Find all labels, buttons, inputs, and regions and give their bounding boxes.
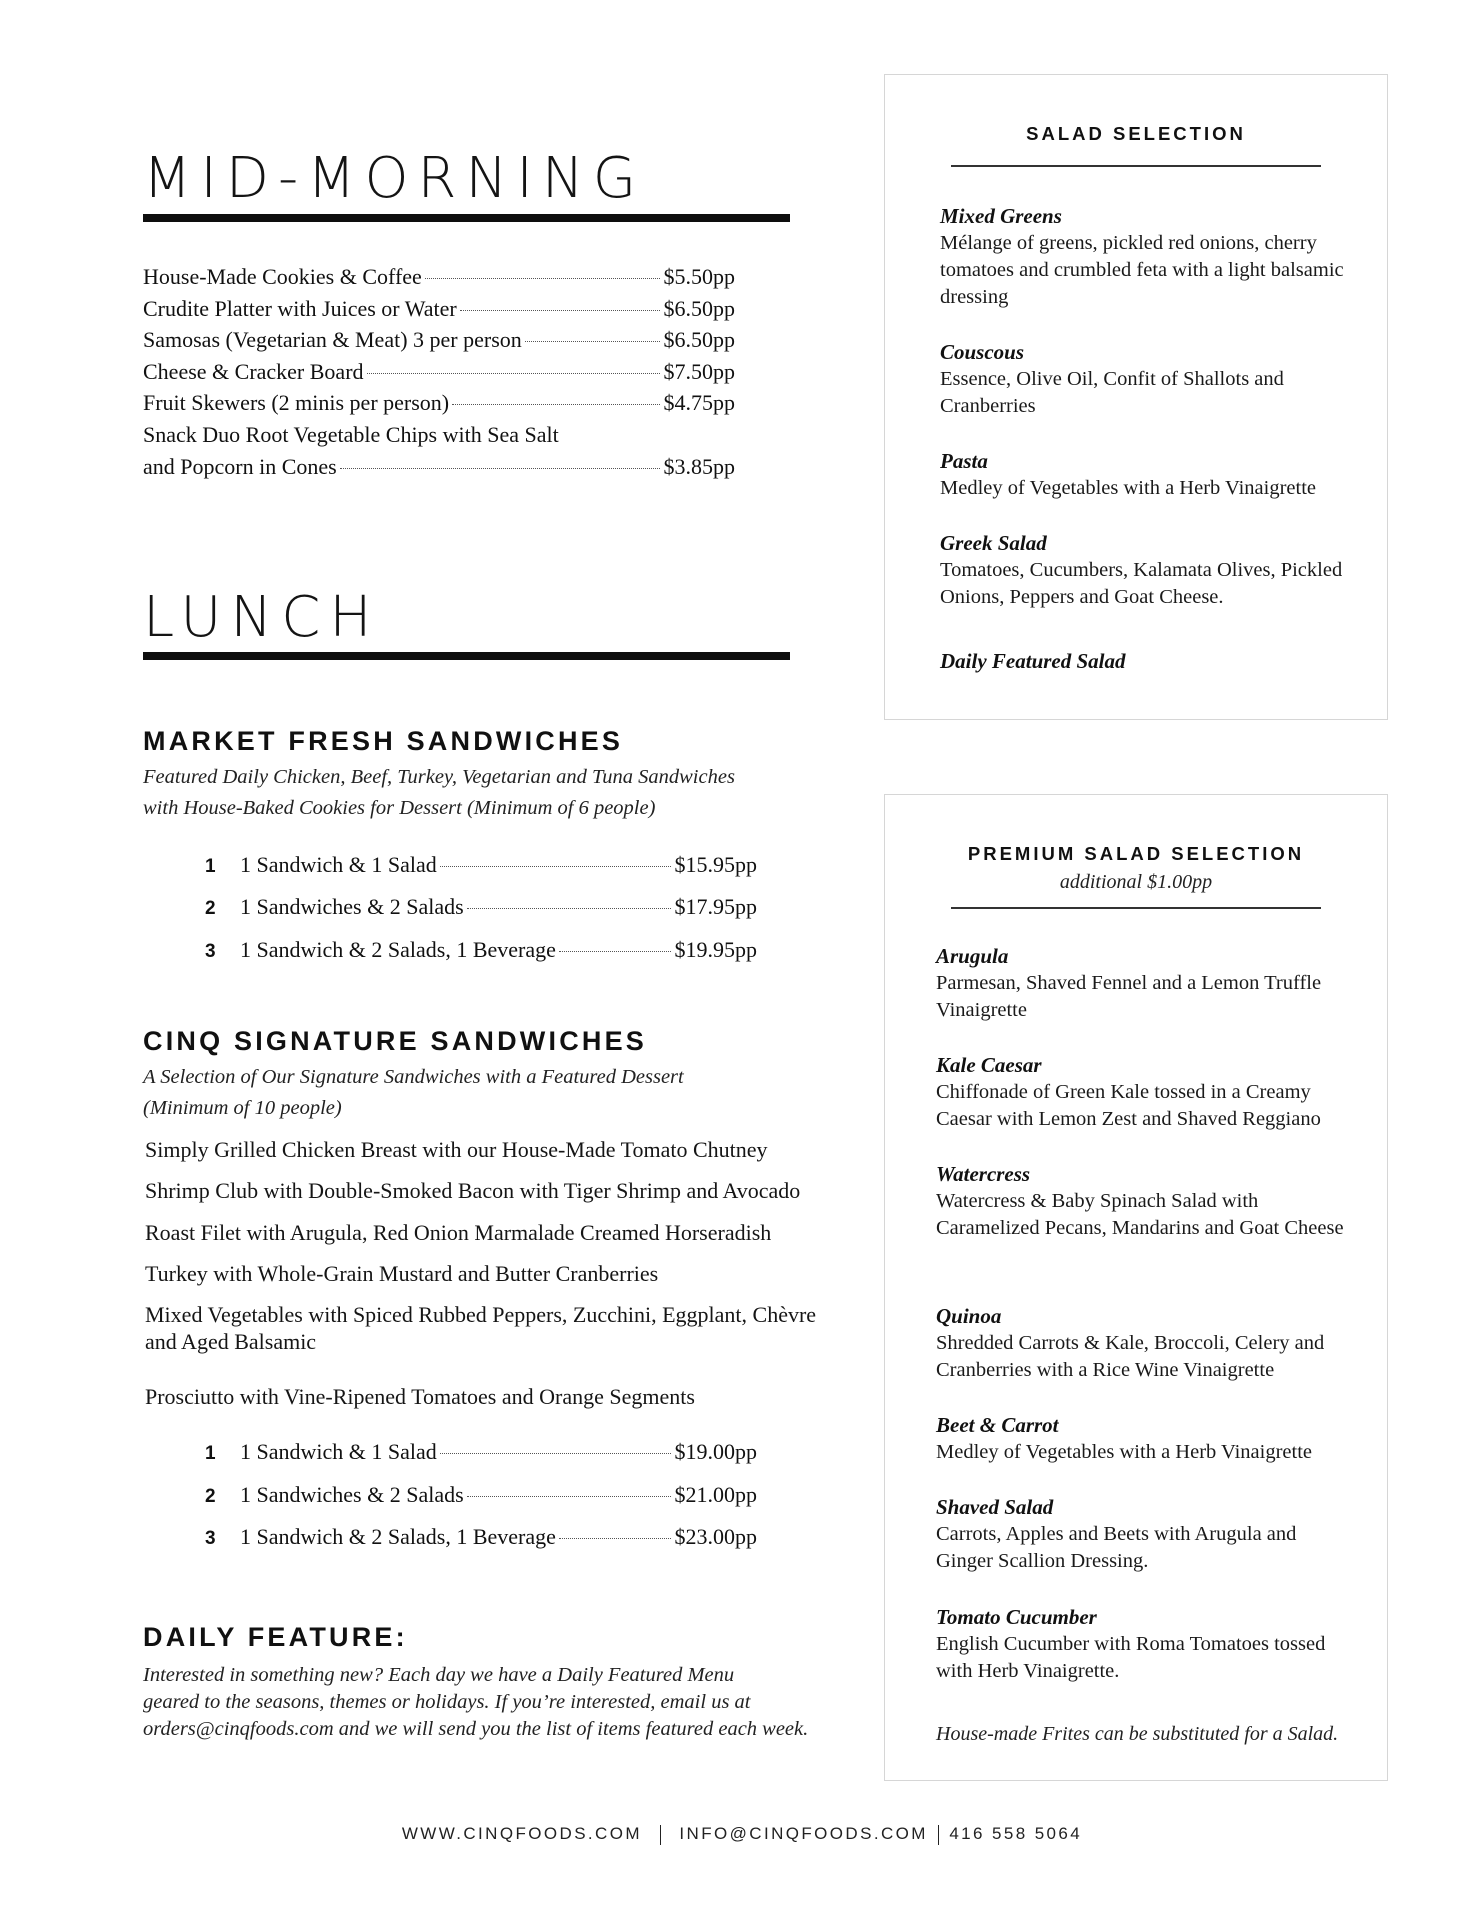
- salad-item: [940, 648, 1360, 675]
- salad-item: [936, 1412, 1356, 1466]
- dot-leader: [425, 278, 660, 279]
- menu-item: [143, 359, 735, 385]
- option-label: 1 Sandwich & 1 Salad: [240, 1439, 437, 1464]
- signature-desc-line: (Minimum of 10 people): [143, 1097, 342, 1119]
- lunch-rule: [143, 652, 790, 660]
- signature-item: Simply Grilled Chicken Breast with our House-Made Tomato Chutney: [145, 1137, 768, 1162]
- market-fresh-desc-line: with House-Baked Cookies for Dessert (Minimum of 6 people): [143, 797, 656, 819]
- option-number: 2: [205, 1486, 216, 1507]
- salad-name: Kale Caesar: [936, 1053, 1042, 1077]
- market-fresh-desc: [143, 762, 735, 824]
- premium-salad-subtitle: additional $1.00pp: [1059, 871, 1213, 893]
- salad-item: [940, 448, 1360, 502]
- dot-leader: [467, 908, 671, 909]
- salad-desc: Parmesan, Shaved Fennel and a Lemon Truffle Vinaigrette: [936, 972, 1322, 1021]
- mid-morning-title: MID-MORNING: [143, 146, 646, 211]
- salad-name: Daily Featured Salad: [940, 649, 1126, 673]
- menu-item-price: $6.50pp: [663, 296, 735, 321]
- footer: [0, 1824, 1484, 1845]
- menu-item: [143, 327, 735, 353]
- salad-item: [940, 339, 1360, 420]
- menu-item: [143, 296, 735, 322]
- menu-item-label: House-Made Cookies & Coffee: [143, 264, 422, 289]
- dot-leader: [525, 341, 660, 342]
- dot-leader: [340, 468, 660, 469]
- salad-item: [936, 1303, 1356, 1384]
- salad-desc: Medley of Vegetables with a Herb Vinaigrette: [936, 1441, 1313, 1463]
- footer-website-link[interactable]: WWW.CINQFOODS.COM: [401, 1824, 642, 1843]
- snack-duo-line: Snack Duo Root Vegetable Chips with Sea Salt: [143, 422, 559, 447]
- market-option: [205, 894, 757, 921]
- premium-salad-title: PREMIUM SALAD SELECTION: [967, 843, 1305, 864]
- dot-leader: [559, 1538, 671, 1539]
- footer-separator: [938, 1825, 940, 1845]
- salad-selection-title: SALAD SELECTION: [1026, 123, 1246, 144]
- salad-selection-rule: [951, 165, 1321, 167]
- salad-desc: Essence, Olive Oil, Confit of Shallots and Cranberries: [940, 368, 1284, 417]
- signature-option: [205, 1439, 757, 1466]
- salad-item: [936, 1052, 1356, 1133]
- dot-leader: [440, 1453, 671, 1454]
- daily-feature-line: Interested in something new? Each day we have a Daily Featured Menu: [143, 1664, 735, 1686]
- salad-desc: Carrots, Apples and Beets with Arugula and Ginger Scallion Dressing.: [936, 1523, 1297, 1572]
- dot-leader: [467, 1496, 671, 1497]
- salad-desc: Watercress & Baby Spinach Salad with Caramelized Pecans, Mandarins and Goat Cheese: [936, 1190, 1344, 1239]
- option-label: 1 Sandwiches & 2 Salads: [240, 1482, 464, 1507]
- mid-morning-rule: [143, 214, 790, 222]
- dot-leader: [559, 951, 671, 952]
- market-fresh-heading: MARKET FRESH SANDWICHES: [143, 726, 624, 756]
- signature-option: [205, 1524, 757, 1551]
- market-option: [205, 852, 757, 879]
- option-price: $21.00pp: [674, 1482, 757, 1507]
- option-number: 3: [205, 1528, 216, 1549]
- salad-name: Couscous: [940, 340, 1025, 364]
- footer-phone: 416 558 5064: [949, 1824, 1083, 1843]
- menu-item-price: $6.50pp: [663, 327, 735, 352]
- option-price: $19.00pp: [674, 1439, 757, 1464]
- menu-item-label: and Popcorn in Cones: [143, 454, 337, 479]
- lunch-title: LUNCH: [143, 585, 381, 650]
- option-label: 1 Sandwich & 1 Salad: [240, 852, 437, 877]
- frites-note: House-made Frites can be substituted for a Salad.: [936, 1723, 1339, 1745]
- salad-desc: Tomatoes, Cucumbers, Kalamata Olives, Pickled Onions, Peppers and Goat Cheese.: [940, 559, 1343, 608]
- option-number: 1: [205, 1443, 216, 1464]
- option-number: 1: [205, 856, 216, 877]
- menu-item: [143, 454, 735, 480]
- signature-item: Roast Filet with Arugula, Red Onion Marmalade Creamed Horseradish: [145, 1220, 772, 1245]
- signature-option: [205, 1482, 757, 1509]
- menu-item-price: $4.75pp: [663, 390, 735, 415]
- option-label: 1 Sandwich & 2 Salads, 1 Beverage: [240, 1524, 556, 1549]
- menu-item-label: Samosas (Vegetarian & Meat) 3 per person: [143, 327, 522, 352]
- salad-desc: English Cucumber with Roma Tomatoes tossed with Herb Vinaigrette.: [936, 1633, 1326, 1682]
- menu-item: [143, 264, 735, 290]
- option-price: $15.95pp: [674, 852, 757, 877]
- option-label: 1 Sandwiches & 2 Salads: [240, 894, 464, 919]
- salad-name: Tomato Cucumber: [936, 1605, 1097, 1629]
- salad-name: Pasta: [940, 449, 988, 473]
- signature-desc-line: A Selection of Our Signature Sandwiches with a Featured Dessert: [143, 1066, 684, 1088]
- menu-item: [143, 390, 735, 416]
- option-number: 2: [205, 898, 216, 919]
- salad-item: [940, 530, 1360, 611]
- signature-item: Prosciutto with Vine-Ripened Tomatoes and Orange Segments: [145, 1384, 695, 1409]
- salad-name: Mixed Greens: [940, 204, 1062, 228]
- daily-feature-heading: DAILY FEATURE:: [143, 1622, 408, 1652]
- signature-item: Turkey with Whole-Grain Mustard and Butter Cranberries: [145, 1261, 659, 1286]
- salad-item: [936, 1604, 1356, 1685]
- salad-name: Arugula: [936, 944, 1009, 968]
- salad-name: Quinoa: [936, 1304, 1002, 1328]
- daily-feature-line: orders@cinqfoods.com and we will send you the list of items featured each week.: [143, 1718, 809, 1740]
- salad-name: Beet & Carrot: [936, 1413, 1059, 1437]
- salad-desc: Shredded Carrots & Kale, Broccoli, Celery and Cranberries with a Rice Wine Vinaigrette: [936, 1332, 1325, 1381]
- salad-desc: Mélange of greens, pickled red onions, cherry tomatoes and crumbled feta with a light balsamic dressing: [940, 232, 1344, 308]
- option-label: 1 Sandwich & 2 Salads, 1 Beverage: [240, 937, 556, 962]
- dot-leader: [460, 310, 660, 311]
- menu-item-label: Cheese & Cracker Board: [143, 359, 364, 384]
- salad-name: Watercress: [936, 1162, 1031, 1186]
- premium-salad-rule: [951, 907, 1321, 909]
- signature-item: Shrimp Club with Double-Smoked Bacon with Tiger Shrimp and Avocado: [145, 1178, 801, 1203]
- option-price: $19.95pp: [674, 937, 757, 962]
- salad-selection-box: [884, 74, 1388, 720]
- salad-item: [936, 943, 1356, 1024]
- salad-name: Greek Salad: [940, 531, 1047, 555]
- market-fresh-desc-line: Featured Daily Chicken, Beef, Turkey, Vegetarian and Tuna Sandwiches: [143, 766, 735, 788]
- option-price: $23.00pp: [674, 1524, 757, 1549]
- daily-feature-line: geared to the seasons, themes or holidays. If you’re interested, email us at: [143, 1691, 751, 1713]
- menu-item-price: $5.50pp: [663, 264, 735, 289]
- menu-item-label: Fruit Skewers (2 minis per person): [143, 390, 450, 415]
- salad-name: Shaved Salad: [936, 1495, 1054, 1519]
- menu-item-price: $7.50pp: [663, 359, 735, 384]
- menu-item-price: $3.85pp: [663, 454, 735, 479]
- premium-salad-box: [884, 794, 1388, 1781]
- footer-separator: [660, 1825, 662, 1845]
- salad-item: [936, 1494, 1356, 1575]
- footer-email-link[interactable]: INFO@CINQFOODS.COM: [679, 1824, 928, 1843]
- option-number: 3: [205, 941, 216, 962]
- dot-leader: [452, 404, 659, 405]
- dot-leader: [367, 373, 660, 374]
- signature-item: Mixed Vegetables with Spiced Rubbed Peppers, Zucchini, Eggplant, Chèvre and Aged Balsamic: [145, 1302, 817, 1354]
- salad-desc: Chiffonade of Green Kale tossed in a Creamy Caesar with Lemon Zest and Shaved Reggiano: [936, 1081, 1321, 1130]
- option-price: $17.95pp: [674, 894, 757, 919]
- dot-leader: [440, 866, 671, 867]
- salad-item: [940, 203, 1360, 311]
- salad-item: [936, 1161, 1356, 1242]
- signature-desc: [143, 1062, 684, 1124]
- menu-item-label: Crudite Platter with Juices or Water: [143, 296, 457, 321]
- salad-desc: Medley of Vegetables with a Herb Vinaigrette: [940, 477, 1317, 499]
- market-option: [205, 937, 757, 964]
- daily-feature-desc: [143, 1662, 808, 1743]
- signature-heading: CINQ SIGNATURE SANDWICHES: [143, 1026, 648, 1056]
